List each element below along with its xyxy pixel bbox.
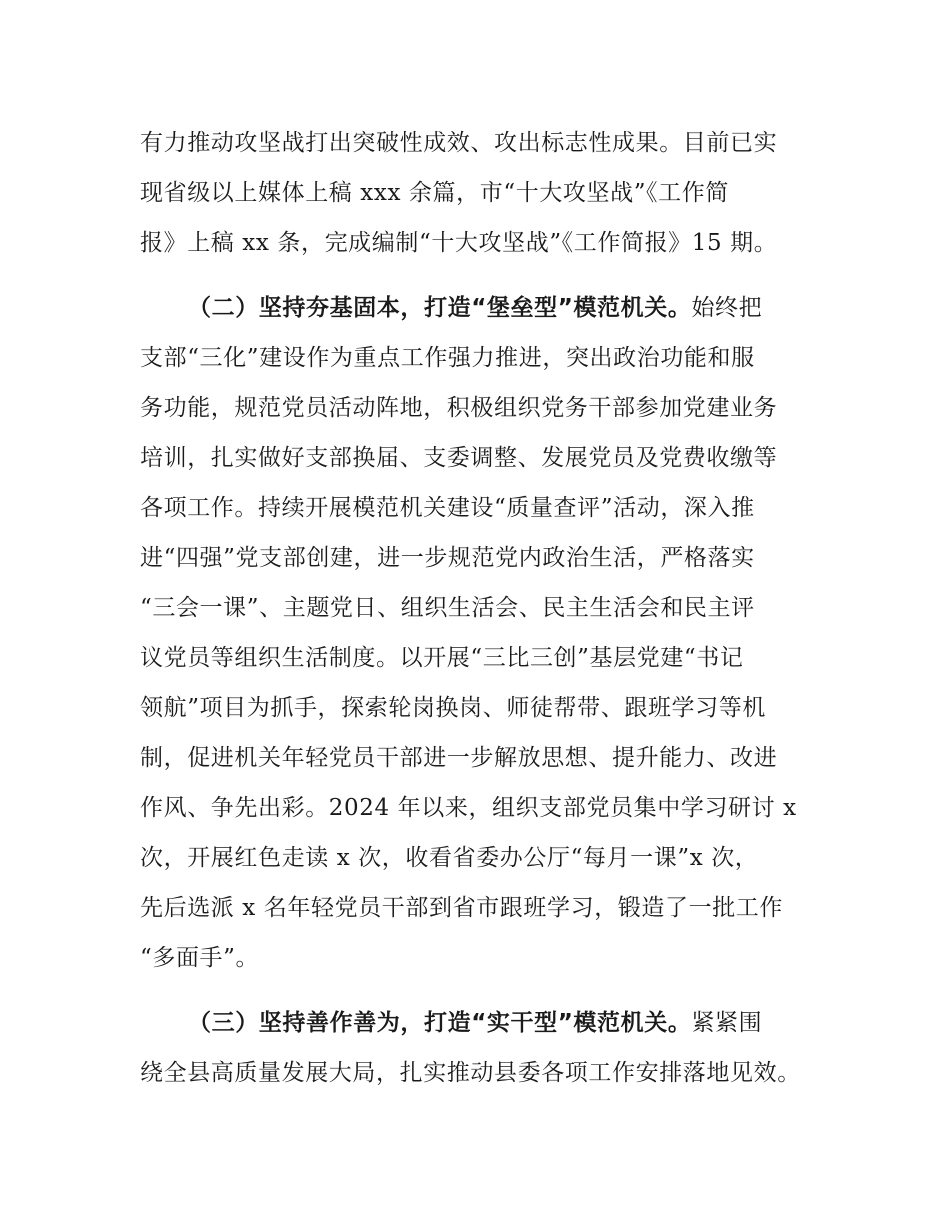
paragraph-line: 各项工作。持续开展模范机关建设“质量查评”活动，深入推 — [140, 495, 755, 521]
paragraph-line: 先后选派 x 名年轻党员干部到省市跟班学习，锻造了一批工作 — [140, 895, 783, 921]
paragraph-line: “三会一课”、主题党日、组织生活会、民主生活会和民主评 — [140, 595, 755, 621]
section-2-heading: （二）坚持夯基固本，打造“堡垒型”模范机关。 — [188, 295, 692, 321]
paragraph-line: 有力推动攻坚战打出突破性成效、攻出标志性成果。目前已实 — [140, 130, 778, 156]
paragraph-line: 制，促进机关年轻党员干部进一步解放思想、提升能力、改进 — [140, 745, 778, 771]
paragraph-line: 支部“三化”建设作为重点工作强力推进，突出政治功能和服 — [140, 345, 755, 371]
paragraph-line: 次，开展红色走读 x 次，收看省委办公厅“每月一课”x 次， — [140, 845, 759, 871]
section-3-heading: （三）坚持善作善为，打造“实干型”模范机关。 — [188, 1010, 692, 1036]
section-2-first-line — [188, 293, 830, 323]
paragraph-line: “多面手”。 — [140, 945, 260, 971]
paragraph-line: 议党员等组织生活制度。以开展“三比三创”基层党建“书记 — [140, 645, 744, 671]
paragraph-line: 培训，扎实做好支部换届、支委调整、发展党员及党费收缴等 — [140, 445, 778, 471]
paragraph-line: 绕全县高质量发展大局，扎实推动县委各项工作安排落地见效。 — [140, 1060, 801, 1086]
section-3-first-line — [188, 1008, 830, 1038]
paragraph-line: 现省级以上媒体上稿 xxx 余篇，市“十大攻坚战”《工作简 — [140, 180, 729, 206]
section-3-first-line-text: 紧紧围 — [691, 1010, 763, 1036]
paragraph-line: 领航”项目为抓手，探索轮岗换岗、师徒帮带、跟班学习等机 — [140, 695, 766, 721]
paragraph-line: 务功能，规范党员活动阵地，积极组织党务干部参加党建业务 — [140, 395, 778, 421]
paragraph-line: 报》上稿 xx 条，完成编制“十大攻坚战”《工作简报》15 期。 — [140, 230, 778, 256]
section-2-first-line-text: 始终把 — [691, 295, 763, 321]
paragraph-line: 作风、争先出彩。2024 年以来，组织支部党员集中学习研讨 x — [140, 795, 797, 821]
paragraph-line: 进“四强”党支部创建，进一步规范党内政治生活，严格落实 — [140, 545, 755, 571]
